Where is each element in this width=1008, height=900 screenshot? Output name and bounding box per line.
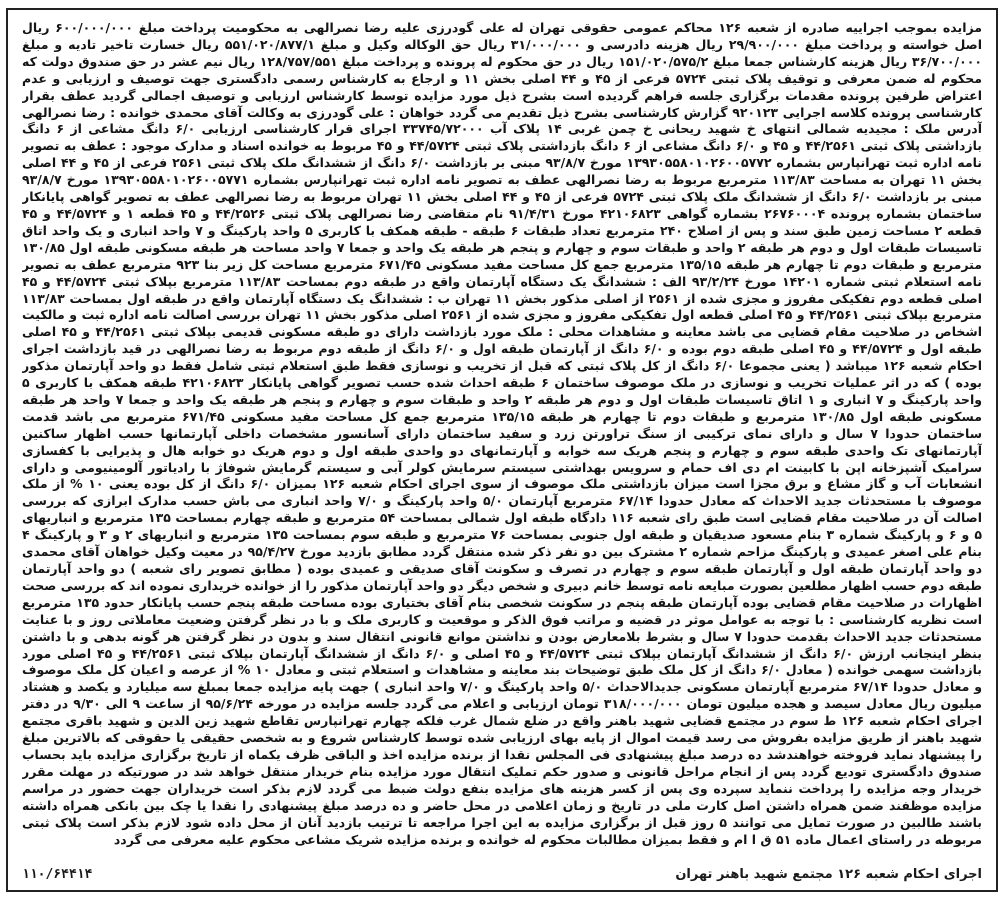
notice-code: ۱۱۰/۶۴۴۱۴ xyxy=(22,866,93,882)
notice-footer xyxy=(22,864,982,884)
issuer-signature: اجرای احکام شعبه ۱۲۶ مجتمع شهید باهنر تهران xyxy=(675,866,982,882)
notice-body-text: مزایده بموجب اجراییه صادره از شعبه ۱۲۶ محاکم عمومی حقوقی تهران له علی گودرزی علیه رضا نصرالهی به محکومیت پرداخت مبلغ ۶۰۰/۰۰۰/۰۰۰ ریال اصل خواسته و پرداخت مبلغ ۲۹/۹۰۰/۰۰۰ ریال هزینه دادرسی و ۳۱/۰۰۰/۰۰۰ ریال حق الوکاله وکیل و مبلغ ۵۵۱/۰۲۰/۸۷۷/۱ ریال خسارت تاخیر تادیه و مبلغ ۳۶/۷۰۰/۰۰۰ ریال هزینه کارشناس جمعا مبلغ ۱۵۱/۰۲۰/۵۷۵/۲ ریال در حق محکوم له پرونده و پرداخت مبلغ ۱۲۸/۷۵۷/۵۵۱ ریال نیم عشر در حق صندوق دولت که محکوم له ضمن معرفی و توقیف پلاک ثبتی ۵۷۲۴ فرعی از ۴۵ و ۴۴ اصلی بخش ۱۱ و ارجاع به کارشناس رسمی دادگستری جهت توصیف و ارزیابی و عدم اعتراض طرفین پرونده مقدمات برگزاری جلسه فراهم گردیده است بشرح ذیل مورد مزایده توسط کارشناس ارزیابی و توصیف اجمالی گردید عطف بقرار کارشناسی پرونده کلاسه اجرایی ۹۲۰۱۲۳ گزارش کارشناسی بشرح ذیل تقدیم می گردد خواهان : علی گودرزی به وکالت آقای محمدی خوانده : رضا نصرالهی آدرس ملک : مجیدیه شمالی انتهای خ شهید ریحانی خ چمن غربی ۱۴ پلاک آب ۳۳۷۴۵/۷۲۰۰۰ اجرای قرار کارشناسی ارزیابی ۶/۰ دانگ مشاعی از ۶ دانگ بازداشتی پلاک ثبتی ۴۴/۲۵۶۱ و ۴۵ و ۶/۰ دانگ مشاعی از ۶ دانگ بازداشتی پلاک ثبتی ۴۴/۵۷۲۴ و ۴۵ مربوط به خوانده اسناد و مدارک موجود : عطف به تصویر نامه اداره ثبت تهرانپارس بشماره ۱۳۹۳۰۵۵۸۰۱۰۲۶۰۰۵۷۷۲ مورخ ۹۳/۸/۷ مبنی بر بازداشت ۶/۰ دانگ از ششدانگ ملک پلاک ثبتی ۲۵۶۱ فرعی از ۴۵ و ۴۴ اصلی بخش ۱۱ تهران به مساحت ۱۱۳/۸۳ مترمربع مربوط به رضا نصرالهی عطف به تصویر نامه اداره ثبت تهرانپارس بشماره ۱۳۹۳۰۵۵۸۰۱۰۲۶۰۰۵۷۷۱ مورخ ۹۳/۸/۷ مبنی بر بازداشت ۶/۰ دانگ از ششدانگ ملک پلاک ثبتی ۵۷۲۴ فرعی از ۴۵ و ۴۴ اصلی بخش ۱۱ تهران مربوط به رضا نصرالهی عطف به تصویر گواهی پایانکار ساختمان بشماره پرونده ۲۶۷۶۰۰۰۴ بشماره گواهی ۴۲۱۰۶۸۲۳ مورخ ۹۱/۴/۳۱ نام متقاضی رضا نصرالهی پلاک ثبتی ۴۴/۲۵۲۶ و ۴۵ قطعه ۱ و ۴۴/۵۷۲۴ و ۴۵ قطعه ۲ مساحت زمین طبق سند و پس از اصلاح ۲۴۰ مترمربع تعداد طبقات ۶ طبقه - طبقه همکف با کاربری ۵ واحد پارکینگ و ۷ واحد انباری و یک واحد اتاق تاسیسات طبقات اول و دوم هر طبقه ۲ واحد و طبقات سوم و چهارم و پنجم هر طبقه یک واحد و جمعا ۷ واحد مساحت هر طبقه مسکونی طبقه اول ۱۳۰/۸۵ مترمربع و طبقات دوم تا چهارم هر طبقه ۱۳۵/۱۵ مترمربع جمع کل مساحت مفید مسکونی ۶۷۱/۴۵ مترمربع مساحت کل زیر بنا ۹۲۳ مترمربع عطف به تصویر نامه استعلام ثبتی شماره ۱۴۲۰۱ مورخ ۹۳/۲/۲۴ الف : ششدانگ یک دستگاه آپارتمان واقع در طبقه دوم بمساحت ۱۱۳/۸۳ مترمربع بپلاک ثبتی ۴۴/۵۷۲۴ و ۴۵ اصلی قطعه دوم تفکیکی مفروز و مجزی شده از ۲۵۶۱ از اصلی مذکور بخش ۱۱ تهران ب : ششدانگ یک دستگاه آپارتمان واقع در طبقه اول بمساحت ۱۱۳/۸۳ مترمربع بپلاک ثبتی ۴۴/۲۵۶۱ و ۴۵ اصلی قطعه اول تفکیکی مفروز و مجزی شده از ۲۵۶۱ اصلی مذکور بخش ۱۱ تهران بررسی اصالت نامه اداره ثبت و مالکیت اشخاص در صلاحیت مقام قضایی می باشد معاینه و مشاهدات محلی : ملک مورد بازداشت دارای دو طبقه مسکونی قدیمی بپلاک ثبتی ۴۴/۲۵۶۱ و ۴۵ اصلی طبقه اول و ۴۴/۵۷۲۴ و ۴۵ اصلی طبقه دوم بوده و ۶/۰ دانگ از آپارتمان طبقه اول و ۶/۰ دانگ از طبقه دوم مربوط به رضا نصرالهی در قید بازداشت اجرای احکام شعبه ۱۲۶ میباشد ( یعنی مجموعا ۶/۰ دانگ از کل پلاک ثبتی که قبل از تخریب و نوسازی فقط طبق استعلام ثبتی شامل فقط دو واحد آپارتمان مذکور بوده ) که در اثر عملیات تخریب و نوسازی در ملک موصوف ساختمان ۶ طبقه احداث شده حسب تصویر گواهی پایانکار ۴۲۱۰۶۸۲۳ طبقه همکف با کاربری ۵ واحد پارکینگ و ۷ انباری و ۱ اتاق تاسیسات طبقات اول و دوم هر طبقه ۲ واحد و طبقات سوم و چهارم و پنجم هر طبقه یک واحد و جمعا ۷ واحد هر طبقه مسکونی طبقه اول ۱۳۰/۸۵ مترمربع و طبقات دوم تا چهارم هر طبقه ۱۳۵/۱۵ مترمربع جمع کل مساحت مفید مسکونی ۶۷۱/۴۵ مترمربع می باشد قدمت ساختمان حدودا ۷ سال و دارای نمای ترکیبی از سنگ تراورتن زرد و سفید ساختمان دارای آسانسور مشخصات داخلی آپارتمانها حسب اظهار ساکنین آپارتمانهای تک واحدی طبقه سوم و چهارم و پنجم هریک سه خوابه و آپارتمانهای دو واحدی طبقه اول و دوم هریک دو خوابه هال و پذیرایی با کفسازی سرامیک آشپزخانه اپن با کابینت ام دی اف حمام و سرویس بهداشتی سیستم سرمایش کولر آبی و سیستم گرمایش شوفاژ با رادیاتور آلومینیومی و دارای انشعابات آب و گاز مشاع و برق مجزا است میزان بازداشتی ملک موصوف از سوی اجرای احکام شعبه ۱۲۶ بمیزان ۶/۰ دانگ از کل بوده یعنی ۱۰ % از ملک موصوف با مستحدثات جدید الاحداث که معادل حدودا ۶۷/۱۴ مترمربع آپارتمان ۵/۰ واحد پارکینگ و ۷/۰ واحد انباری می باش حسب مدارک ابرازی که بررسی اصالت آن در صلاحیت مقام قضایی است طبق رای شعبه ۱۱۶ دادگاه طبقه اول شمالی بمساحت ۵۴ مترمربع و طبقه چهارم بمساحت ۱۳۵ مترمربع و انباریهای ۵ و ۶ و پارکینگ شماره ۳ بنام مسعود صدیقیان و طبقه اول جنوبی بمساحت ۷۶ مترمربع و طبقه سوم بمساحت ۱۳۵ مترمربع و انباریهای ۲ و ۳ و پارکینگ ۴ بنام علی اصغر عمیدی و پارکینگ مزاحم شماره ۲ مشترک بین دو نفر ذکر شده منتقل گردد مطابق بازدید مورخ ۹۵/۴/۲۷ در معیت وکیل خواهان آقای محمدی دو واحد آپارتمان طبقه اول و آپارتمان طبقه سوم و چهارم در تصرف و سکونت آقای صدیقی و عمیدی بوده ( مطابق تصویر رای شعبه ) دو واحد آپارتمان طبقه دوم حسب اظهار مطلعین بصورت مبایعه نامه توسط خانم دبیری و شخص دیگر دو واحد آپارتمان مذکور را از خوانده خریداری نموده اند که بررسی صحت اظهارات در صلاحیت مقام قضایی بوده آپارتمان طبقه پنجم در سکونت شخصی بنام آقای بختیاری بوده مساحت طبقه پنجم حسب پایانکار حدود ۱۳۵ مترمربع است نظریه کارشناسی : با توجه به عوامل موثر در قضیه و مراتب فوق الذکر و موقعیت و کاربری ملک و با در نظر گرفتن وضعیت معاملاتی روز و با عنایت مستحدثات جدید الاحداث بقدمت حدودا ۷ سال و بشرط بلامعارض بودن و نداشتن موانع قانونی انتقال سند و بدون در نظر گرفتن هر گونه بدهی و با داشتن بنظر اینجانب ارزش ۶/۰ دانگ از ششدانگ آپارتمان بپلاک ثبتی ۴۴/۵۷۲۴ و ۴۵ اصلی و ۶/۰ دانگ از ششدانگ آپارتمان بپلاک ثبتی ۴۴/۲۵۶۱ و ۴۵ اصلی مورد بازداشت سهمی خوانده ( معادل ۶/۰ دانگ از کل ملک طبق توضیحات بند معاینه و مشاهدات و استعلام ثبتی و معادل ۱۰ % از عرصه و اعیان کل ملک موصوف و معادل حدودا ۶۷/۱۴ مترمربع آپارتمان مسکونی جدیدالاحداث ۵/۰ واحد پارکینگ و ۷/۰ واحد انباری ) جهت پایه مزایده جمعا بمبلغ سه میلیارد و یکصد و هشتاد میلیون ریال معادل سیصد و هجده میلیون تومان ۳۱۸/۰۰۰/۰۰۰ تومان ارزیابی و اعلام می گردد جلسه مزایده در مورخه ۹۵/۶/۲۴ از ساعت ۹ الی ۹/۳۰ در دفتر اجرای احکام شعبه ۱۲۶ ط سوم در مجتمع قضایی شهید باهنر واقع در ضلع شمال غرب فلکه چهارم تهرانپارس تقاطع شهید زین الدین و شهید باقری مجتمع شهید باهنر از طریق مزایده بفروش می رسد قیمت اموال از پایه بهای ارزیابی شده توسط کارشناس شروع و به شخصی حقیقی یا حقوقی که بالاترین مبلغ را پیشنهاد نماید فروخته خواهندشد ده درصد مبلغ پیشنهادی فی المجلس نقدا از برنده مزایده اخذ و الباقی ظرف یکماه از تاریخ برگزاری مزایده باید بحساب صندوق دادگستری تودیع گردد پس از انجام مراحل قانونی و صدور حکم تملیک انتقال مورد مزایده بنام خریدار منتقل خواهد شد در صورتیکه در مهلت مقرر خریدار وجه مزایده را پرداخت ننماید سپرده وی پس از کسر هزینه های مزایده بنفع دولت ضبط می گردد لازم بذکر است خریداران جهت حضور در مراسم مزایده موظفند ضمن همراه داشتن اصل کارت ملی در تاریخ و زمان اعلامی در محل حاضر و ده درصد مبلغ پیشنهادی را نقدا یا چک بین بانکی همراه داشته باشند طالبین در صورت تمایل می توانند ۵ روز قبل از برگزاری مزایده به این اجرا مراجعه تا ترتیب بازدید آنان از محل داده شود لازم بذکر است پلاک ثبتی مربوطه در راستای اعمال ماده ۵۱ ق ا ام و فقط بمیزان مطالبات محکوم له خوانده و برنده مزایده شریک مشاعی محکوم علیه معرفی می گردد xyxy=(22,20,982,847)
auction-notice xyxy=(6,8,998,892)
